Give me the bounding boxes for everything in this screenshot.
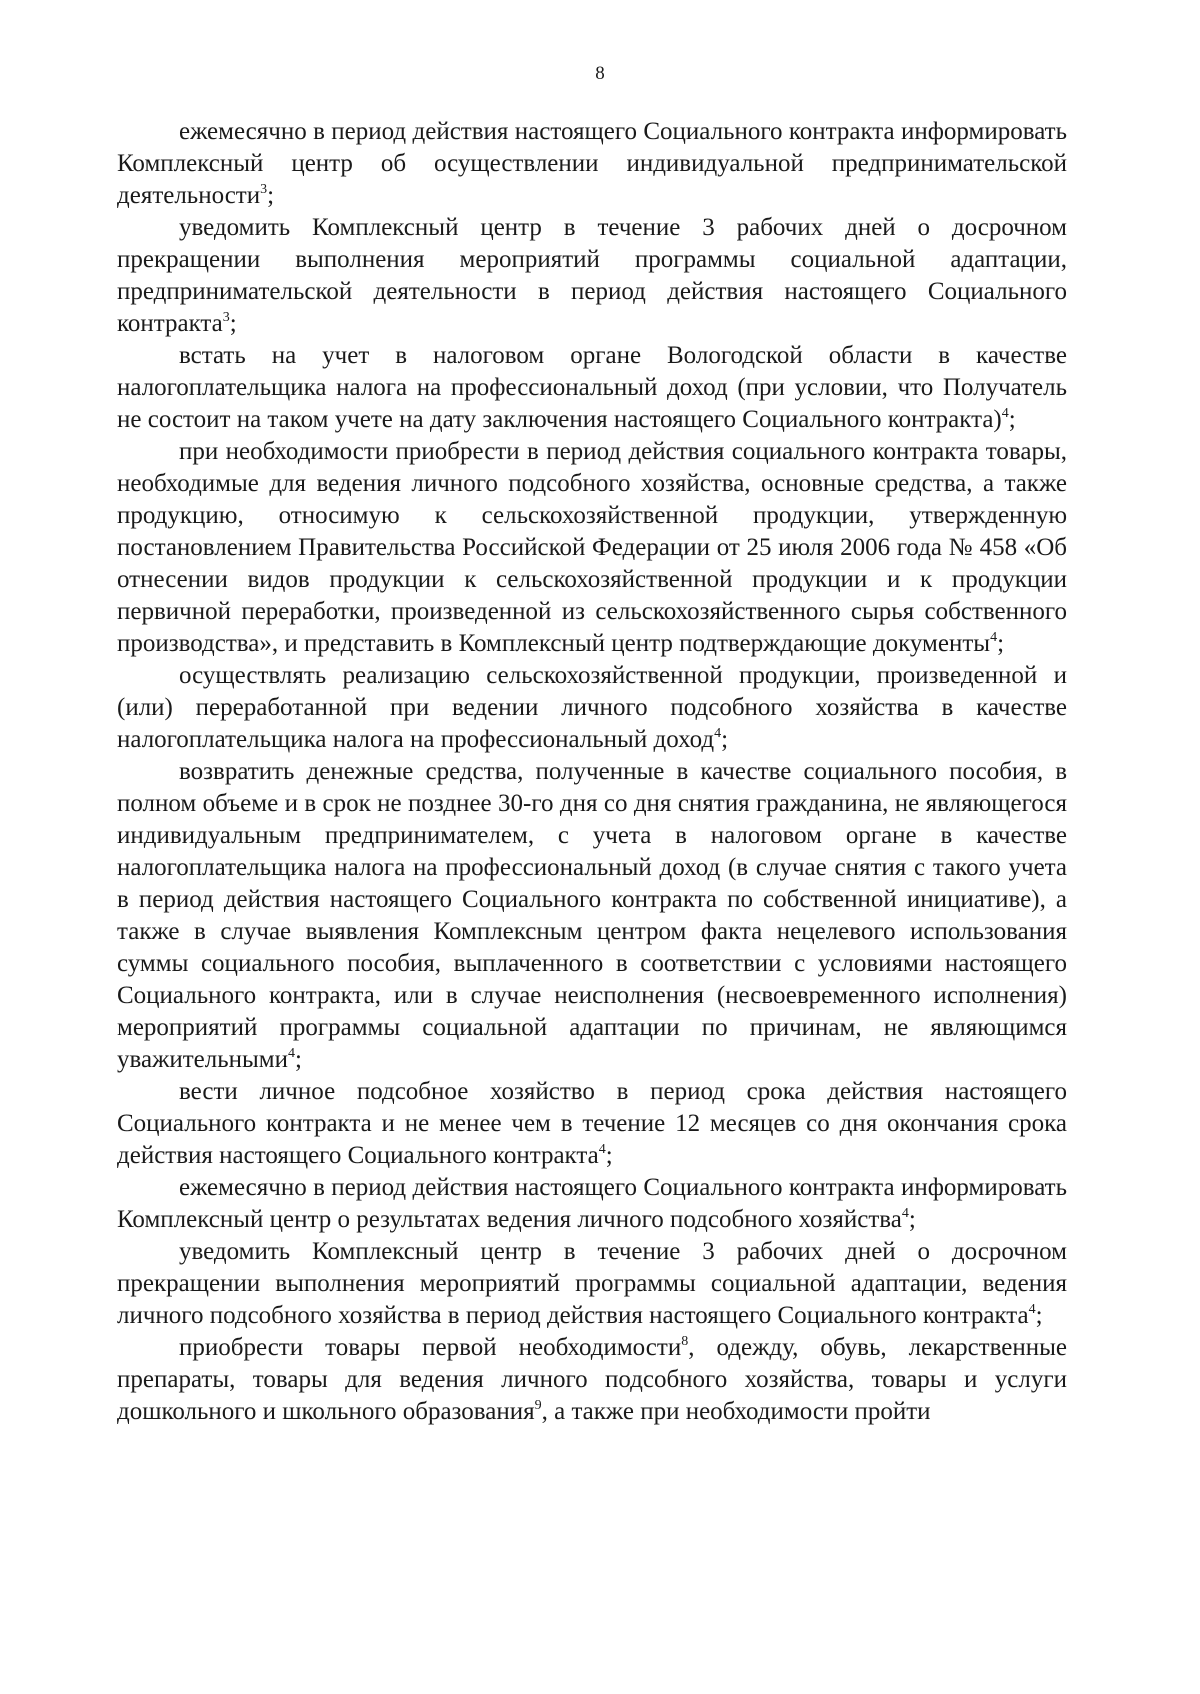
paragraph-tail: ; [267, 182, 275, 209]
paragraph-sell-agricultural-products [117, 660, 1067, 756]
footnote-ref: 4 [1028, 1302, 1036, 1317]
paragraph-tail: ; [997, 630, 1005, 657]
paragraph-tail: ; [1035, 1302, 1043, 1329]
paragraph-text: ежемесячно в период действия настоящего Социального контракта информировать Комплексный центр об осуществлении индивидуальной предпринимательской деятельности [117, 118, 1067, 209]
paragraph-tail: ; [1008, 406, 1016, 433]
paragraph-return-funds [117, 756, 1067, 1076]
footnote-ref: 4 [288, 1046, 295, 1061]
paragraph-text: встать на учет в налоговом органе Вологодской области в качестве налогоплательщика налога на профессиональный доход (при условии, что Получатель не состоит на таком учете на дату заключения настоящего Социального контракта) [117, 342, 1067, 433]
paragraph-maintain-household [117, 1076, 1067, 1172]
paragraph-text: ежемесячно в период действия настоящего Социального контракта информировать Комплексный центр о результатах ведения личного подсобного хозяйства [117, 1174, 1067, 1233]
paragraph-tail: ; [229, 310, 237, 337]
paragraph-tail: ; [605, 1142, 613, 1169]
paragraph-text: приобрести товары первой необходимости [179, 1334, 682, 1361]
footnote-ref: 4 [598, 1142, 606, 1157]
page-number: 8 [595, 63, 605, 84]
footnote-ref: 4 [714, 726, 722, 741]
paragraph-inform-household-results [117, 1172, 1067, 1236]
footnote-ref: 4 [901, 1206, 909, 1221]
paragraph-text: при необходимости приобрести в период действия социального контракта товары, необходимые для ведения личного подсобного хозяйства, основные средства, а также продукцию, относимую к сельскохозяйственной продукции, утвержденную постановлением Правительства Российской Федерации от 25 июля 2006 года № 458 «Об отнесении видов продукции к сельскохозяйственной продукции и к продукции первичной переработки, произведенной из сельскохозяйственного сырья собственного производства», и представить в Комплексный центр подтверждающие документы [117, 438, 1067, 657]
footnote-ref: 9 [534, 1398, 542, 1413]
footnote-ref: 8 [681, 1334, 689, 1349]
paragraph-acquire-goods-household [117, 436, 1067, 660]
footnote-ref: 3 [260, 182, 268, 197]
paragraph-tail: ; [295, 1046, 302, 1073]
paragraph-acquire-essentials [117, 1332, 1067, 1428]
paragraph-inform-entrepreneurship [117, 116, 1067, 212]
paragraph-text: вести личное подсобное хозяйство в период срока действия настоящего Социального контракта и не менее чем в течение 12 месяцев со дня окончания срока действия настоящего Социального контракта [117, 1078, 1067, 1169]
paragraph-tail: ; [721, 726, 729, 753]
document-body [117, 116, 1067, 1428]
paragraph-tax-registration [117, 340, 1067, 436]
paragraph-text: возвратить денежные средства, полученные в качестве социального пособия, в полном объеме и в срок не позднее 30-го дня со дня снятия гражданина, не являющегося индивидуальным предпринимателем, с учета в налоговом органе в качестве налогоплательщика налога на профессиональный доход (в случае снятия с такого учета в период действия настоящего Социального контракта по собственной инициативе), а также в случае выявления Комплексным центром факта нецелевого использования суммы социального пособия, выплаченного в соответствии с условиями настоящего Социального контракта, или в случае неисполнения (несвоевременного исполнения) мероприятий программы социальной адаптации по причинам, не являющимся уважительными [117, 758, 1067, 1073]
paragraph-notify-early-termination-entrepreneurship [117, 212, 1067, 340]
paragraph-tail: ; [908, 1206, 916, 1233]
paragraph-tail: , одежду, обувь, лекарственные препараты, товары для ведения личного подсобного хозяйства, товары и услуги дошкольного и школьного образования [117, 1334, 1068, 1425]
footnote-ref: 3 [222, 310, 230, 325]
footnote-ref: 4 [990, 630, 998, 645]
paragraph-text: осуществлять реализацию сельскохозяйственной продукции, произведенной и (или) переработанной при ведении личного подсобного хозяйства в качестве налогоплательщика налога на профессиональный доход [117, 662, 1067, 753]
paragraph-text: уведомить Комплексный центр в течение 3 рабочих дней о досрочном прекращении выполнения мероприятий программы социальной адаптации, ведения личного подсобного хозяйства в период действия настоящего Социального контракта [117, 1238, 1067, 1329]
footnote-ref: 4 [1001, 406, 1009, 421]
paragraph-text: уведомить Комплексный центр в течение 3 рабочих дней о досрочном прекращении выполнения мероприятий программы социальной адаптации, предпринимательской деятельности в период действия настоящего Социального контракта [117, 214, 1067, 337]
paragraph-notify-early-termination-household [117, 1236, 1067, 1332]
paragraph-tail: , а также при необходимости пройти [541, 1398, 931, 1425]
